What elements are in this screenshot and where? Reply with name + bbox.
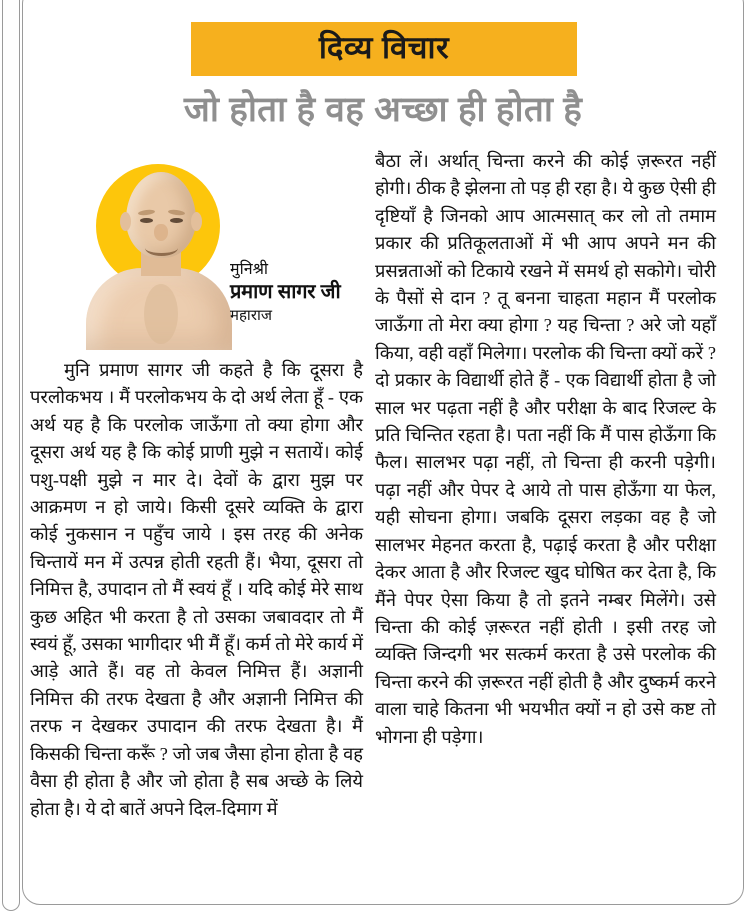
clipping-frame-outer-edge	[2, 0, 20, 911]
monk-ear-right	[191, 212, 202, 231]
column-left	[30, 148, 363, 901]
monk-portrait-image	[86, 172, 232, 348]
article-headline: जो होता है वह अच्छा ही होता है	[183, 90, 583, 129]
article-body-right: बैठा लें। अर्थात् चिन्ता करने की कोई ज़रूरत नहीं होगी। ठीक है झेलना तो पड़ ही रहा है। ये कुछ ऐसी ही दृष्टियाँ है जिनको आप आत्मसात् कर लो तो तमाम प्रकार की प्रतिकूलताओं में भी आप अपने मन की प्रसन्नताओं को टिकाये रखने में समर्थ हो सकोगे। चोरी के पैसों से दान ? तू बनना चाहता महान मैं परलोक जाऊँगा तो मेरा क्या होगा ? यह चिन्ता ? अरे जो यहाँ किया, वही वहाँ मिलेगा। परलोक की चिन्ता क्यों करें ? दो प्रकार के विद्यार्थी होते हैं - एक विद्यार्थी होता है जो साल भर पढ़ता नहीं है और परीक्षा के बाद रिजल्ट के प्रति चिन्तित रहता है। पता नहीं कि मैं पास होऊँगा कि फैल। सालभर पढ़ा नहीं, तो चिन्ता ही करनी पड़ेगी। पढ़ा नहीं और पेपर दे आये तो पास होऊँगा या फेल, यही सोचना होगा। जबकि दूसरा लड़का वह है जो सालभर मेहनत करता है, पढ़ाई करता है और परीक्षा देकर आता है और रिजल्ट खुद घोषित कर देता है, कि मैंने पेपर ऐसा किया है तो इतने नम्बर मिलेंगे। उसे चिन्ता की कोई ज़रूरत नहीं होती । इसी तरह जो व्यक्ति जिन्दगी भर सत्कर्म करता है उसे परलोक की चिन्ता करने की ज़रूरत नहीं होती है और दुष्कर्म करने वाला चाहे कितना भी भयभीत क्यों न हो उसे कष्ट तो भोगना ही पड़ेगा।	[375, 151, 716, 747]
article-columns	[22, 148, 744, 901]
article-body-left: मुनि प्रमाण सागर जी कहते है कि दूसरा है परलोकभय । मैं परलोकभय के दो अर्थ लेता हूँ - एक अर्थ यह है कि परलोक जाऊँगा तो क्या होगा और दूसरा अर्थ यह है कि कोई प्राणी मुझे न सतायें। कोई पशु-पक्षी मुझे न मार दे। देवों के द्वारा मुझ पर आक्रमण न हो जाये। किसी दूसरे व्यक्ति के द्वारा कोई नुकसान न पहुँच जाये । इस तरह की अनेक चिन्तायें मन में उत्पन्न होती रहती हैं। भैया, दूसरा तो निमित्त है, उपादान तो मैं स्वयं हूँ । यदि कोई मेरे साथ कुछ अहित भी करता है तो उसका जबावदार तो मैं स्वयं हूँ, उसका भागीदार भी मैं हूँ। कर्म तो मेरे कार्य में आड़े आते हैं। वह तो केवल निमित्त हैं। अज्ञानी निमित्त की तरफ देखता है और अज्ञानी निमित्त की तरफ न देखकर उपादान की तरफ देखता है। मैं किसकी चिन्ता करूँ ? जो जब जैसा होना होता है वह वैसा ही होता है और जो होता है सब अच्छे के लिये होता है। ये दो बातें अपने दिल-दिमाग में	[30, 360, 363, 819]
monk-eye-right	[170, 218, 183, 223]
monk-ear-left	[120, 212, 131, 231]
monk-eye-left	[140, 218, 153, 223]
caption-honorific: मुनिश्री	[230, 261, 269, 278]
monk-smile	[145, 240, 178, 256]
masthead-title: दिव्य विचार	[318, 30, 450, 65]
clipping-content	[22, 0, 744, 905]
monk-chest-shading	[144, 284, 178, 344]
column-right	[375, 148, 716, 901]
masthead-banner	[191, 22, 577, 76]
portrait-caption	[230, 260, 370, 325]
portrait-block	[30, 148, 363, 353]
masthead-row	[22, 22, 744, 76]
monk-nose	[154, 224, 168, 241]
caption-title: महाराज	[230, 307, 272, 325]
caption-name: प्रमाण सागर जी	[230, 281, 341, 304]
